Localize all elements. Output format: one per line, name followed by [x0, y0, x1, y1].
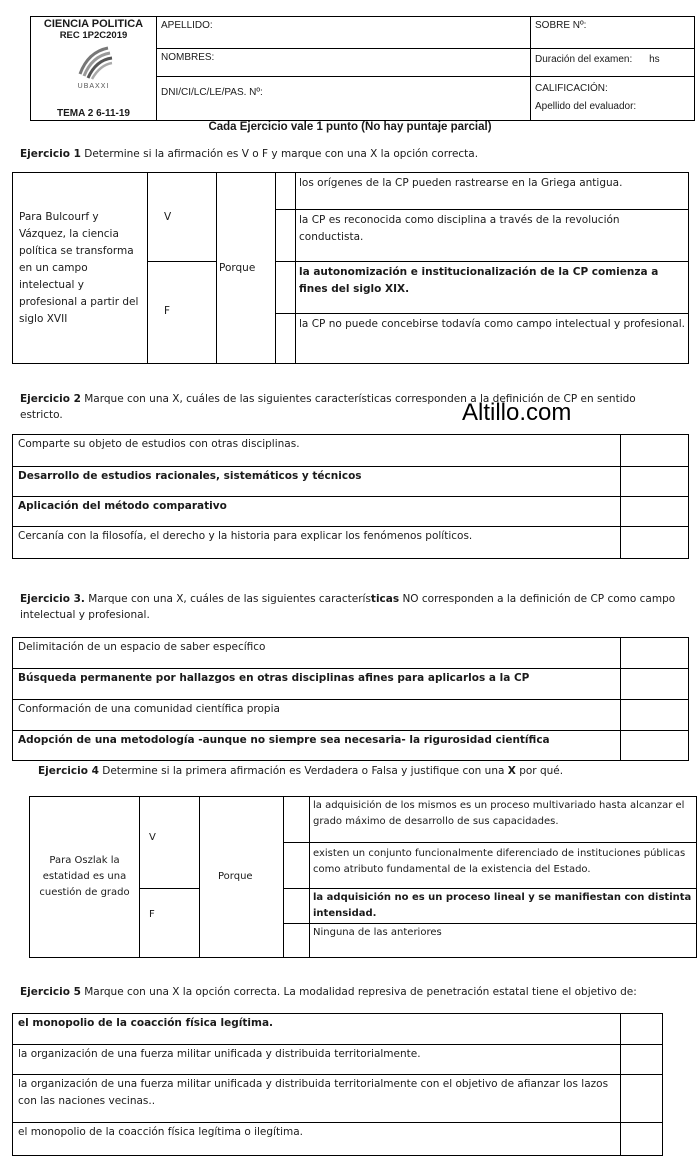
ex3-checkbox-3[interactable]: [621, 700, 689, 731]
ex5-option-1: el monopolio de la coacción física legítima.: [13, 1014, 621, 1045]
ex4-prompt-x: X: [507, 765, 516, 777]
ex4-option-1: la adquisición de los mismos es un proceso multivariado hasta alcanzar el grado máximo de desarrollo de sus capacidades.: [310, 797, 697, 843]
ex3-option-1: Delimitación de un espacio de saber específico: [13, 638, 621, 669]
ex2-option-4: Cercanía con la filosofía, el derecho y la historia para explicar los fenómenos políticos.: [13, 527, 621, 559]
ex3-table: [12, 637, 689, 761]
nombres-field[interactable]: NOMBRES:: [157, 49, 531, 77]
ex1-option-2: la CP es reconocida como disciplina a través de la revolución conductista.: [296, 210, 689, 262]
ex3-checkbox-2[interactable]: [621, 669, 689, 700]
course-code: REC 1P2C2019: [59, 30, 128, 41]
ex4-checkbox-2[interactable]: [284, 843, 310, 889]
duracion-field[interactable]: [531, 49, 695, 77]
ex2-option-2: Desarrollo de estudios racionales, sistemáticos y técnicos: [13, 467, 621, 497]
ex4-checkbox-3[interactable]: [284, 889, 310, 924]
ex3-prompt: [20, 591, 685, 623]
ex1-checkbox-1[interactable]: [276, 173, 296, 210]
ex5-option-2: la organización de una fuerza militar unificada y distribuida territorialmente.: [13, 1045, 621, 1075]
ex1-option-4: la CP no puede concebirse todavía como campo intelectual y profesional.: [296, 314, 689, 364]
ex2-option-1: Comparte su objeto de estudios con otras disciplinas.: [13, 435, 621, 467]
ex1-option-1: los orígenes de la CP pueden rastrearse en la Griega antigua.: [296, 173, 689, 210]
ex1-true-option[interactable]: V: [148, 173, 217, 262]
ex4-option-2: existen un conjunto funcionalmente diferenciado de instituciones públicas como atributo fundamental de la existencia del Estado.: [310, 843, 697, 889]
ex1-checkbox-4[interactable]: [276, 314, 296, 364]
ex3-checkbox-1[interactable]: [621, 638, 689, 669]
ex5-label: Ejercicio 5: [20, 986, 81, 998]
ex5-checkbox-2[interactable]: [621, 1045, 663, 1075]
ex1-porque: Porque: [217, 173, 276, 364]
ex5-checkbox-1[interactable]: [621, 1014, 663, 1045]
ubaxxi-logo-icon: [74, 44, 114, 80]
apellido-field[interactable]: APELLIDO:: [157, 17, 531, 49]
ex4-true-option[interactable]: V: [140, 797, 200, 889]
ex4-label: Ejercicio 4: [38, 765, 99, 777]
ex4-false-option[interactable]: F: [140, 889, 200, 958]
dni-label: DNI/CI/LC/LE/PAS. Nº:: [161, 87, 263, 98]
ex2-checkbox-2[interactable]: [621, 467, 689, 497]
ex4-checkbox-4[interactable]: [284, 924, 310, 958]
ex5-table: [12, 1013, 663, 1156]
ex3-option-4: Adopción de una metodología -aunque no siempre sea necesaria- la rigurosidad científica: [13, 731, 621, 761]
calificacion-label: CALIFICACIÓN:: [535, 83, 608, 94]
duracion-label: Duración del examen:: [535, 54, 633, 65]
ex2-option-3: Aplicación del método comparativo: [13, 497, 621, 527]
ex2-label: Ejercicio 2: [20, 393, 81, 405]
ex1-table: [12, 172, 689, 364]
ex1-statement: Para Bulcourf y Vázquez, la ciencia política se transforma en un campo intelectual y profesional a partir del siglo XVII: [13, 173, 148, 364]
sobre-field[interactable]: SOBRE Nº:: [531, 17, 695, 49]
ex3-prompt-b: ticas: [370, 593, 400, 605]
ex5-checkbox-4[interactable]: [621, 1123, 663, 1156]
dni-field[interactable]: [157, 77, 531, 121]
ex3-option-2: Búsqueda permanente por hallazgos en otras disciplinas afines para aplicarlos a la CP: [13, 669, 621, 700]
ex2-checkbox-4[interactable]: [621, 527, 689, 559]
ex2-checkbox-1[interactable]: [621, 435, 689, 467]
ex3-prompt-c: NO corresponden a la definición de CP como campo intelectual y profesional.: [20, 593, 676, 621]
ex2-table: [12, 434, 689, 559]
ex5-option-4: el monopolio de la coacción física legítima o ilegítima.: [13, 1123, 621, 1156]
watermark: Altillo.com: [462, 399, 572, 426]
ex3-label: Ejercicio 3.: [20, 593, 85, 605]
ex1-prompt-text: Determine si la afirmación es V o F y marque con una X la opción correcta.: [80, 148, 479, 160]
ex4-porque: Porque: [200, 797, 284, 958]
ex2-prompt-text: Marque con una X, cuáles de las siguientes características corresponden a la definición de CP en sentido estricto.: [20, 393, 636, 421]
ex4-prompt-b: por qué.: [515, 765, 564, 777]
instructions: Cada Ejercicio vale 1 punto (No hay puntaje parcial): [208, 121, 492, 133]
ex1-option-3: la autonomización e institucionalización de la CP comienza a fines del siglo XIX.: [296, 262, 689, 314]
ex4-option-3: la adquisición no es un proceso lineal y se manifiestan con distinta intensidad.: [310, 889, 697, 924]
ex5-option-3: la organización de una fuerza militar unificada y distribuida territorialmente con el objetivo de afianzar los lazos con las naciones vecinas..: [13, 1075, 621, 1123]
ex1-label: Ejercicio 1: [20, 148, 81, 160]
subject-title: CIENCIA POLITICA: [43, 18, 144, 30]
ex5-checkbox-3[interactable]: [621, 1075, 663, 1123]
exam-header: [30, 16, 695, 121]
ex5-prompt-text: Marque con una X la opción correcta. La modalidad represiva de penetración estatal tiene el objetivo de:: [80, 986, 637, 998]
ex1-false-option[interactable]: F: [148, 262, 217, 364]
ex4-option-4: Ninguna de las anteriores: [310, 924, 697, 958]
ex2-prompt: [20, 391, 670, 423]
logo-text: UBAXXI: [77, 83, 110, 90]
tema-label: TEMA 2 6-11-19: [57, 108, 130, 119]
ex3-checkbox-4[interactable]: [621, 731, 689, 761]
ex3-prompt-a: Marque con una X, cuáles de las siguientes caracterís: [84, 593, 371, 605]
calificacion-field[interactable]: [531, 77, 695, 121]
ex1-checkbox-2[interactable]: [276, 210, 296, 262]
ex5-prompt: [20, 984, 690, 1000]
header-logo-cell: [31, 17, 157, 121]
evaluador-label: Apellido del evaluador:: [535, 101, 637, 112]
ex2-checkbox-3[interactable]: [621, 497, 689, 527]
ex4-table: [29, 796, 697, 958]
ex1-prompt: [20, 146, 680, 162]
ex4-statement: Para Oszlak la estatidad es una cuestión de grado: [30, 797, 140, 958]
ex3-option-3: Conformación de una comunidad científica propia: [13, 700, 621, 731]
duracion-unit: hs: [649, 54, 660, 65]
ex4-prompt: [38, 763, 688, 779]
ex1-checkbox-3[interactable]: [276, 262, 296, 314]
ex4-checkbox-1[interactable]: [284, 797, 310, 843]
ex4-prompt-a: Determine si la primera afirmación es Verdadera o Falsa y justifique con una: [98, 765, 508, 777]
